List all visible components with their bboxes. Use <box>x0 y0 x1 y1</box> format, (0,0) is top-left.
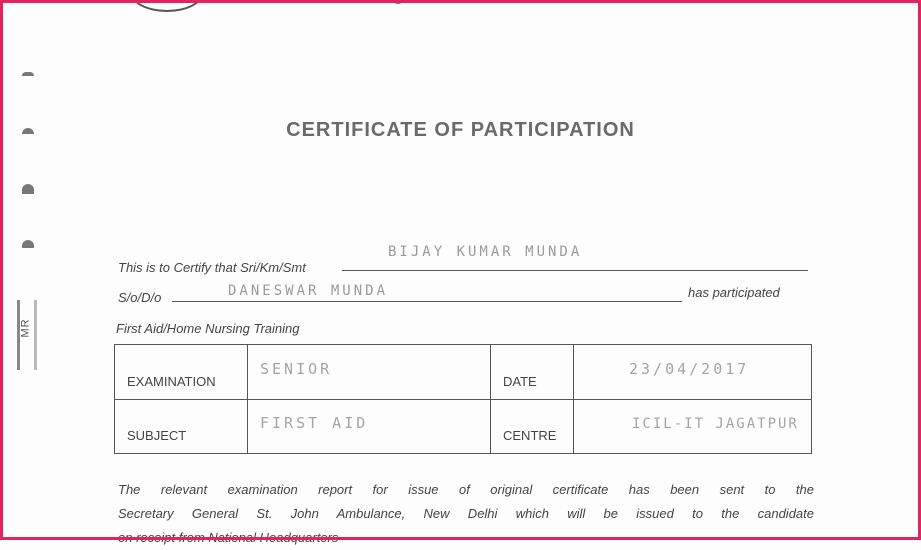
side-stamp <box>17 300 37 370</box>
paragraph-line: on receipt from National Headquarters <box>118 530 339 545</box>
certify-label: This is to Certify that Sri/Km/Smt <box>118 260 306 275</box>
examination-label: EXAMINATION <box>127 373 216 389</box>
parent-underline <box>172 301 682 302</box>
certify-underline <box>342 270 808 271</box>
training-label: First Aid/Home Nursing Training <box>116 321 300 336</box>
date-label: DATE <box>503 373 537 389</box>
certificate-title: CERTIFICATE OF PARTICIPATION <box>286 119 635 141</box>
binder-hole-mark <box>22 240 34 248</box>
subject-value: FIRST AID <box>260 414 369 432</box>
seal-fragment <box>130 0 204 12</box>
paragraph-line: The relevant examination report for issue of original certificate has been sent to the <box>118 482 814 497</box>
report-paragraph <box>118 478 814 550</box>
side-stamp-label: MR <box>19 318 32 338</box>
candidate-name: BIJAY KUMAR MUNDA <box>388 244 583 260</box>
binder-hole-mark <box>22 184 34 194</box>
participated-text: has participated <box>688 285 780 300</box>
parent-label: S/o/D/o <box>118 290 162 305</box>
centre-value: ICIL-IT JAGATPUR <box>632 416 799 432</box>
parent-name: DANESWAR MUNDA <box>228 283 389 299</box>
paragraph-line: Secretary General St. John Ambulance, New Delhi which will be issued to the candidate <box>118 506 814 521</box>
examination-value: SENIOR <box>260 359 333 378</box>
table-row <box>115 399 812 454</box>
exam-details-table <box>114 344 812 454</box>
table-row <box>115 345 812 400</box>
centre-label: CENTRE <box>503 428 557 443</box>
binder-hole-mark <box>22 72 34 76</box>
date-value: 23/04/2017 <box>629 359 750 378</box>
seal-mark <box>395 0 401 4</box>
subject-label: SUBJECT <box>127 428 187 443</box>
